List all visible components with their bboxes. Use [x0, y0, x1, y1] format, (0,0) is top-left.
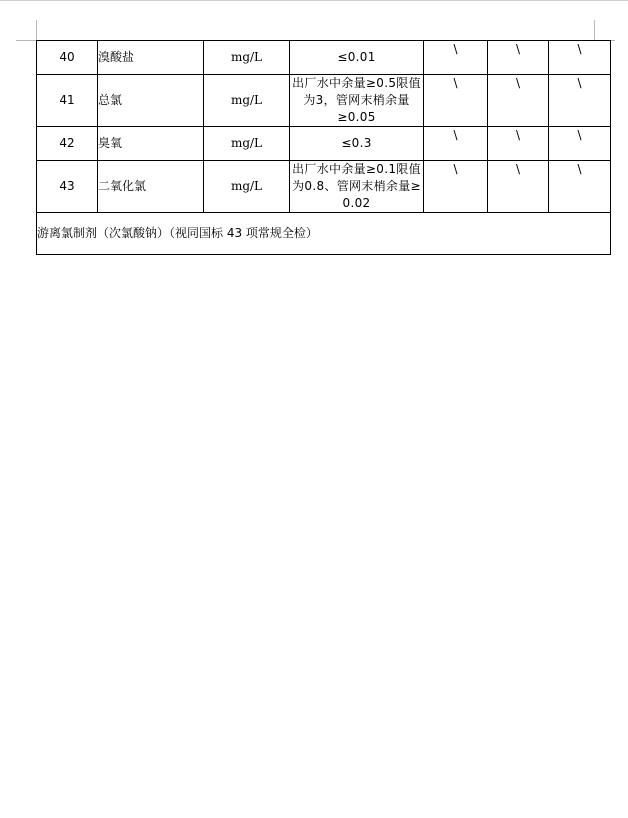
crop-mark-left-vertical: [36, 20, 37, 40]
limit-line: 为3，管网末梢余量≥0.05: [303, 93, 410, 124]
indicator-name: 溴酸盐: [98, 41, 204, 75]
footer-note: 游离氯制剂（次氯酸钠）（视同国标 43 项常规全检）: [37, 213, 611, 255]
table-row: [37, 75, 611, 127]
indicator-name: 二氧化氯: [98, 161, 204, 213]
limit-value: [290, 75, 424, 127]
not-applicable-mark: \: [488, 161, 549, 213]
limit-value: [290, 41, 424, 75]
table-row: [37, 41, 611, 75]
limit-line: ≤0.3: [341, 136, 372, 150]
indicator-name: 臭氧: [98, 127, 204, 161]
table-row: [37, 213, 611, 255]
not-applicable-mark: \: [488, 41, 549, 75]
not-applicable-mark: \: [424, 41, 488, 75]
item-number: 42: [37, 127, 98, 161]
table-row: [37, 127, 611, 161]
table-row: [37, 161, 611, 213]
item-number: 43: [37, 161, 98, 213]
limit-line: 出厂水中余量≥0.5限值: [292, 76, 421, 90]
unit: mg/L: [204, 127, 290, 161]
not-applicable-mark: \: [424, 161, 488, 213]
item-number: 40: [37, 41, 98, 75]
not-applicable-mark: \: [549, 75, 611, 127]
not-applicable-mark: \: [549, 41, 611, 75]
page-top-edge: [0, 0, 628, 1]
limit-line: 为0.8、管网末梢余量≥: [292, 179, 421, 193]
limit-value: [290, 127, 424, 161]
crop-mark-right-vertical: [594, 20, 595, 40]
not-applicable-mark: \: [549, 161, 611, 213]
limit-line: 出厂水中余量≥0.1限值: [292, 162, 421, 176]
not-applicable-mark: \: [424, 75, 488, 127]
unit: mg/L: [204, 161, 290, 213]
unit: mg/L: [204, 75, 290, 127]
limit-value: [290, 161, 424, 213]
crop-mark-left-horizontal: [16, 40, 36, 41]
not-applicable-mark: \: [488, 127, 549, 161]
item-number: 41: [37, 75, 98, 127]
indicator-name: 总氯: [98, 75, 204, 127]
not-applicable-mark: \: [488, 75, 549, 127]
not-applicable-mark: \: [549, 127, 611, 161]
unit: mg/L: [204, 41, 290, 75]
water-quality-table: [36, 40, 611, 255]
not-applicable-mark: \: [424, 127, 488, 161]
limit-line: ≤0.01: [337, 50, 376, 64]
limit-line: 0.02: [342, 196, 371, 210]
